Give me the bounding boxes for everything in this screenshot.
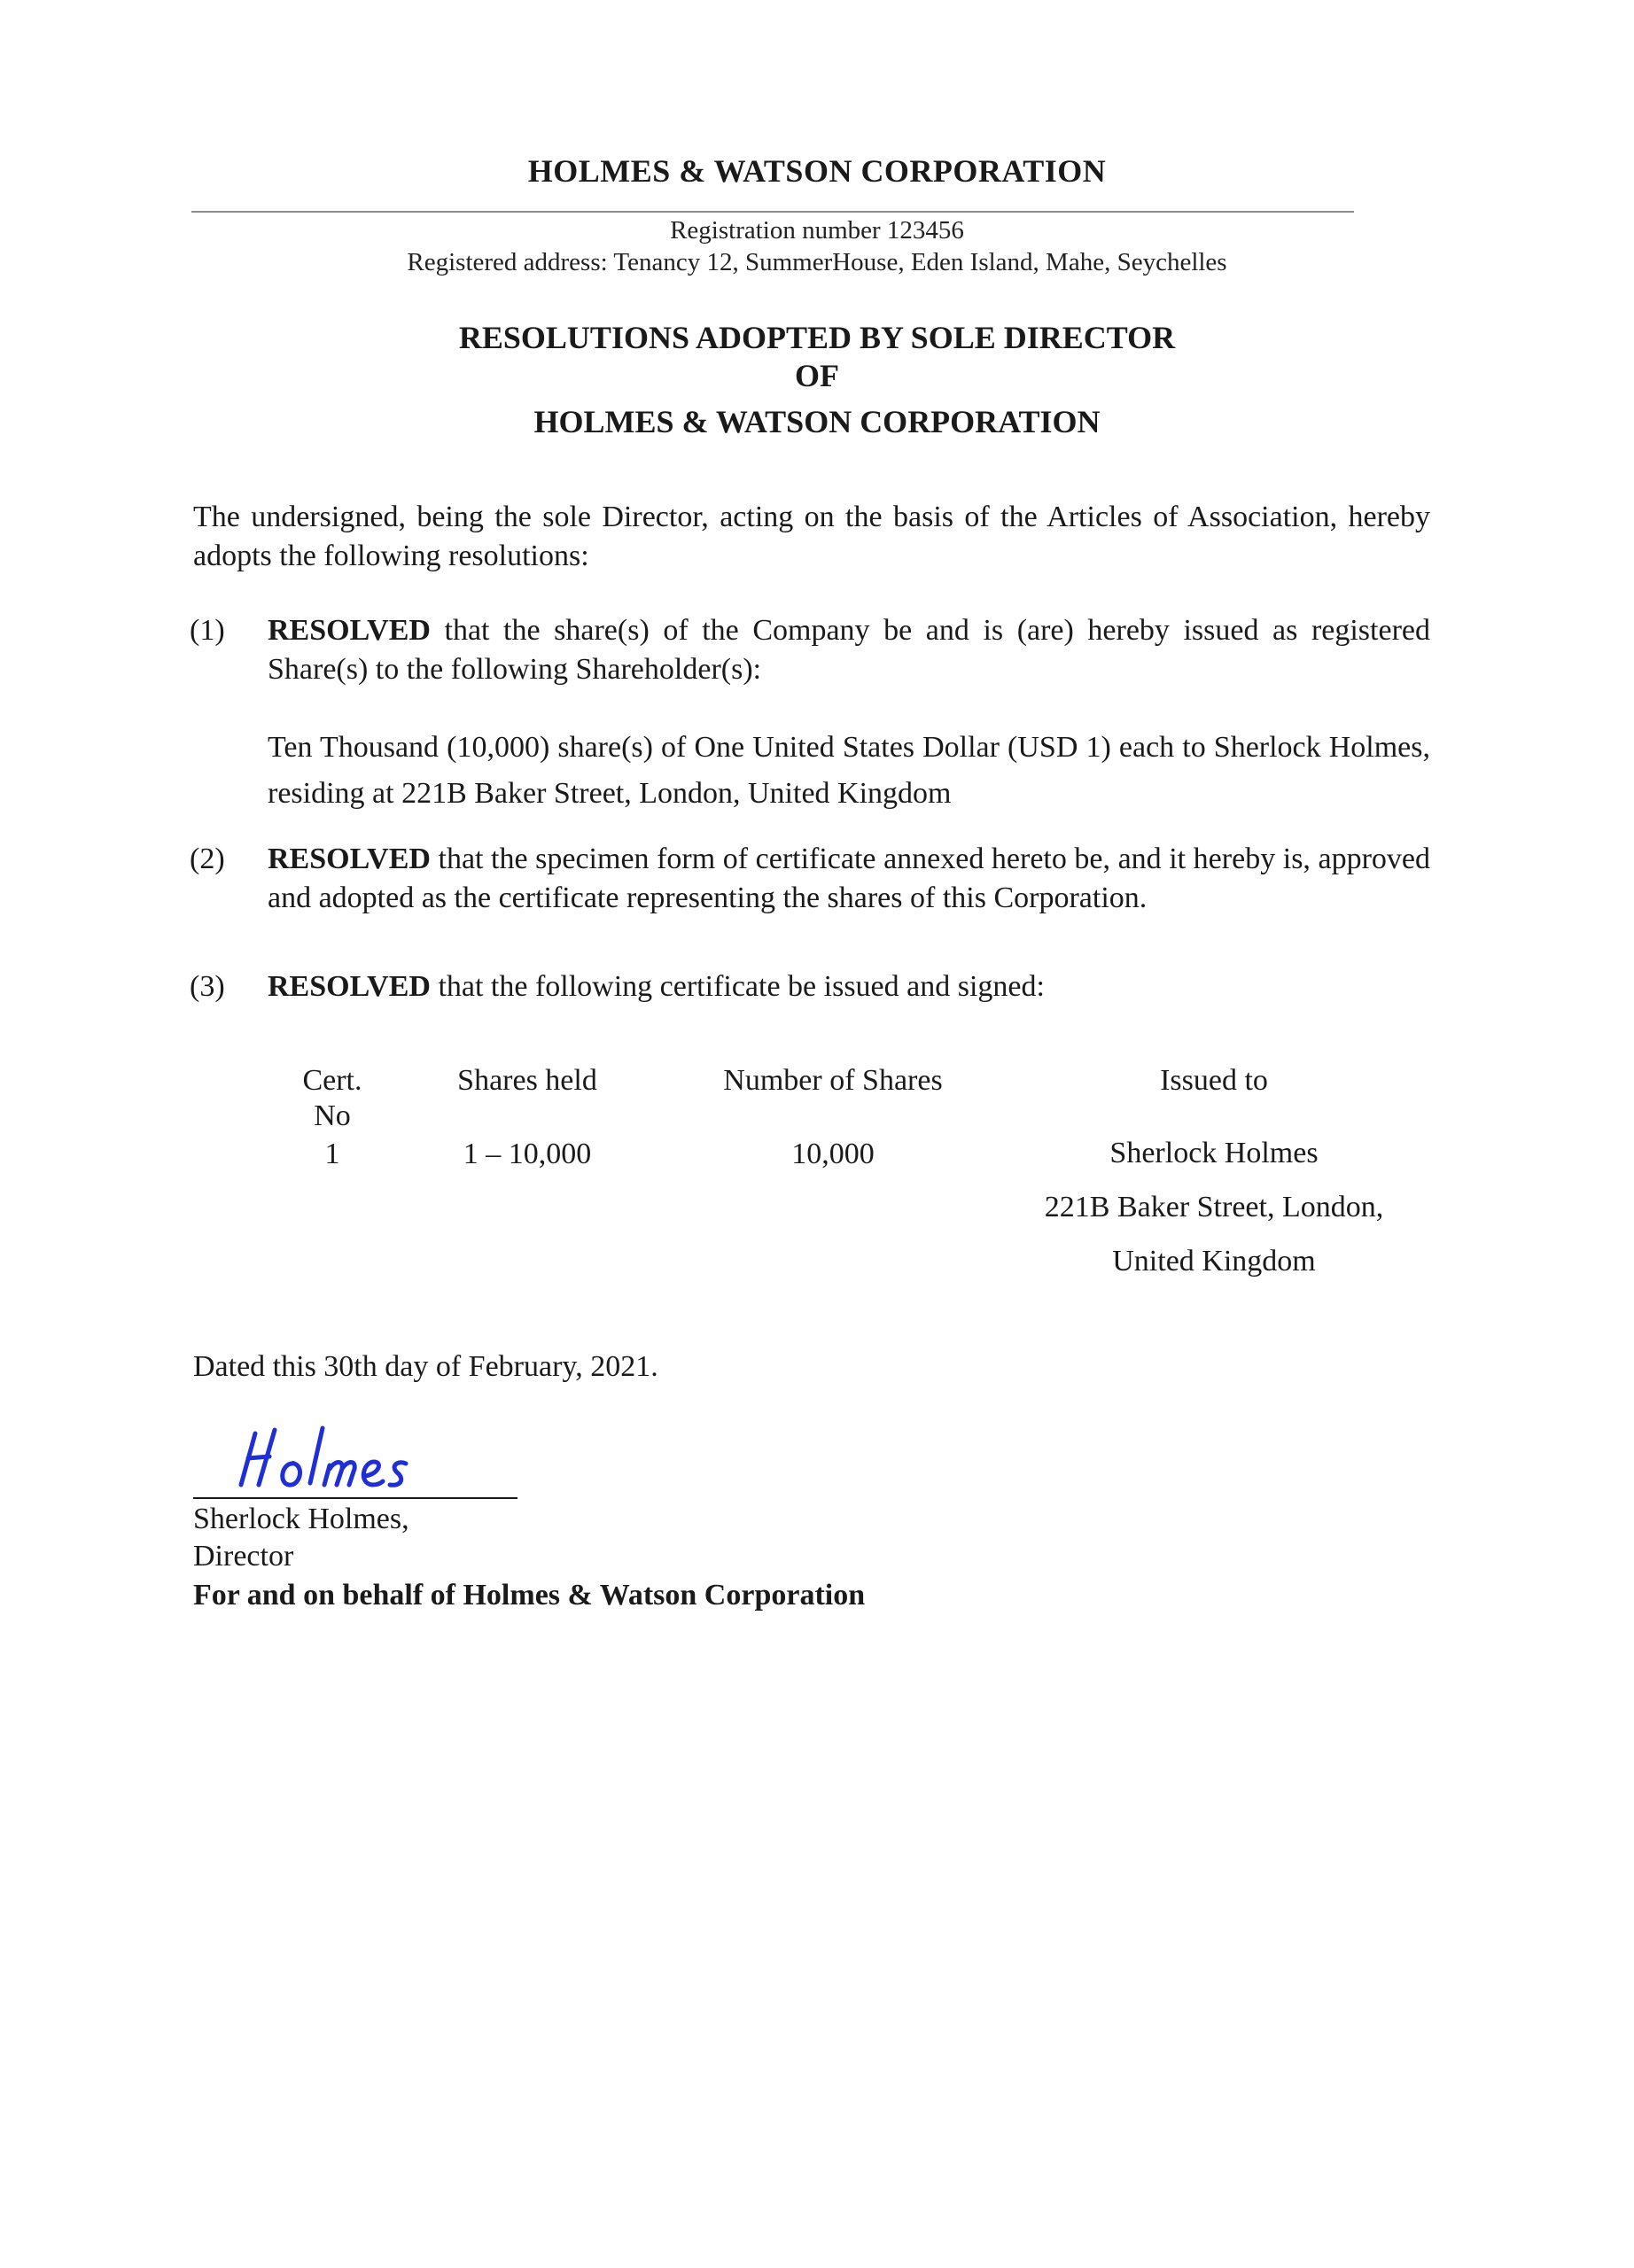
table-header-cert-no <box>266 1063 399 1134</box>
resolution-3-number: (3) <box>190 970 225 1003</box>
table-cell-shares-held: 1 – 10,000 <box>463 1138 592 1170</box>
resolution-3-text <box>268 967 1430 1006</box>
table-cell-cert-no: 1 <box>324 1138 340 1170</box>
resolution-2-body: that the specimen form of certificate annexed hereto be, and it hereby is, approved and adopted as the certificate representing the shares of this Corporation. <box>268 843 1430 914</box>
resolution-2-keyword: RESOLVED <box>268 843 431 875</box>
table-header-number-of-shares: Number of Shares <box>723 1064 943 1097</box>
table-cell-issued-to-street: 221B Baker Street, London, <box>1044 1191 1384 1223</box>
registered-address: Registered address: Tenancy 12, SummerHouse, Eden Island, Mahe, Seychelles <box>407 248 1227 276</box>
resolution-1-text <box>268 611 1430 689</box>
handwritten-signature <box>230 1421 443 1501</box>
resolution-title-line2: OF <box>795 358 839 393</box>
resolution-1-number: (1) <box>190 614 225 647</box>
resolution-3-body: that the following certificate be issued and signed: <box>430 970 1045 1003</box>
company-name: HOLMES & WATSON CORPORATION <box>527 153 1107 189</box>
registration-number: Registration number 123456 <box>670 216 964 245</box>
resolution-title-line1: RESOLUTIONS ADOPTED BY SOLE DIRECTOR <box>458 320 1176 355</box>
resolution-2-text <box>268 840 1430 918</box>
table-header-shares-held: Shares held <box>457 1064 597 1097</box>
table-cell-issued-to-name: Sherlock Holmes <box>1109 1137 1319 1169</box>
dated-line: Dated this 30th day of February, 2021. <box>193 1350 658 1383</box>
intro-paragraph: The undersigned, being the sole Director, acting on the basis of the Articles of Association, hereby adopts the following resolutions: <box>193 501 1430 572</box>
resolution-2-number: (2) <box>190 843 225 875</box>
resolution-title-line3: HOLMES & WATSON CORPORATION <box>533 404 1101 439</box>
table-cell-issued-to-country: United Kingdom <box>1112 1245 1316 1278</box>
table-header-cert-line2: No <box>314 1099 351 1132</box>
signer-name: Sherlock Holmes, <box>193 1503 409 1535</box>
on-behalf-line: For and on behalf of Holmes & Watson Corporation <box>193 1579 866 1612</box>
resolution-1-detail: Ten Thousand (10,000) share(s) of One United States Dollar (USD 1) each to Sherlock Holmes, residing at 221B Baker Street, London, United Kingdom <box>268 731 1430 810</box>
table-header-cert-line1: Cert. <box>302 1064 362 1097</box>
resolution-1-body: that the share(s) of the Company be and is (are) hereby issued as registered Share(s) to the following Shareholder(s): <box>268 614 1430 686</box>
table-header-issued-to: Issued to <box>1160 1064 1268 1097</box>
signature-line <box>193 1497 517 1499</box>
header-divider <box>191 211 1354 213</box>
table-cell-number-of-shares: 10,000 <box>791 1138 875 1170</box>
resolution-3-keyword: RESOLVED <box>268 970 431 1003</box>
signer-role: Director <box>193 1540 294 1573</box>
resolution-1-keyword: RESOLVED <box>268 614 431 647</box>
